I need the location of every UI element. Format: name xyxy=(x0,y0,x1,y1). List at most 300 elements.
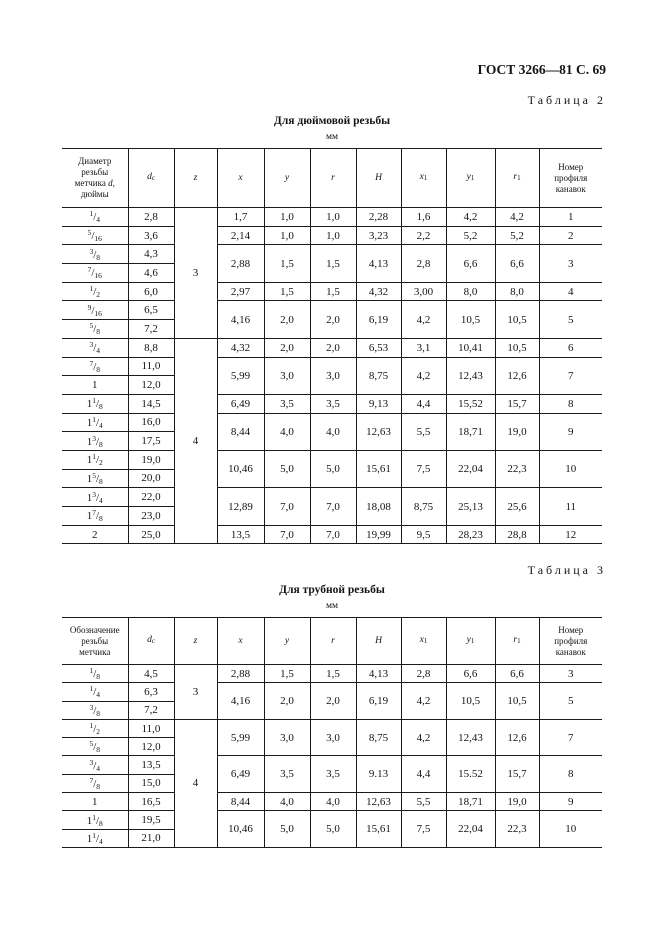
table-row xyxy=(62,413,602,432)
thread-size-cell xyxy=(62,683,128,701)
y1-cell: 6,6 xyxy=(446,245,495,282)
thread-size-denominator: 4 xyxy=(96,690,101,700)
header-thread-designation: Обозначение резьбы метчика xyxy=(62,618,128,665)
num-cell: 6 xyxy=(539,338,602,357)
y-cell: 7,0 xyxy=(264,525,310,544)
h-cell: 2,28 xyxy=(356,208,401,227)
header-r: r xyxy=(310,618,356,665)
dc-cell: 21,0 xyxy=(128,829,174,847)
x-cell: 8,44 xyxy=(217,793,264,811)
table-row xyxy=(62,719,602,737)
r1-cell: 22,3 xyxy=(495,450,539,487)
dc-cell: 4,6 xyxy=(128,264,174,283)
thread-size-cell xyxy=(62,738,128,756)
fraction-slash: / xyxy=(95,472,100,485)
x1-cell: 5,5 xyxy=(401,413,446,450)
thread-size-cell xyxy=(62,774,128,792)
y-cell: 1,5 xyxy=(264,665,310,683)
thread-size-cell xyxy=(62,701,128,719)
thread-size-cell xyxy=(62,719,128,737)
y1-cell: 5,2 xyxy=(446,226,495,245)
x1-cell: 7,5 xyxy=(401,450,446,487)
table-3-label: Таблица 3 xyxy=(527,563,606,577)
num-cell: 9 xyxy=(539,413,602,450)
r-cell: 1,5 xyxy=(310,282,356,301)
table-row xyxy=(62,245,602,264)
x-cell: 4,16 xyxy=(217,683,264,720)
thread-size-cell xyxy=(62,829,128,847)
fraction-slash: / xyxy=(95,398,100,411)
thread-size-numerator: 5 xyxy=(89,321,94,331)
thread-size-whole: 1 xyxy=(92,795,98,808)
r1-cell: 19,0 xyxy=(495,413,539,450)
table-row xyxy=(62,665,602,683)
page-header: ГОСТ 3266—81 С. 69 xyxy=(477,62,606,77)
fraction-slash: / xyxy=(95,454,100,467)
table-3 xyxy=(62,617,602,848)
num-cell: 5 xyxy=(539,683,602,720)
dc-cell: 14,5 xyxy=(128,394,174,413)
y1-cell: 12,43 xyxy=(446,719,495,756)
r1-cell: 10,5 xyxy=(495,301,539,338)
thread-size-cell xyxy=(62,469,128,488)
thread-size-denominator: 4 xyxy=(96,763,101,773)
header-y: y xyxy=(264,149,310,208)
thread-size-numerator: 9 xyxy=(87,302,92,312)
dc-cell: 12,0 xyxy=(128,738,174,756)
thread-size-cell xyxy=(62,525,128,544)
dc-cell: 8,8 xyxy=(128,338,174,357)
thread-size-denominator: 2 xyxy=(96,290,101,300)
thread-size-cell xyxy=(62,488,128,507)
r1-cell: 10,5 xyxy=(495,338,539,357)
header-y: y xyxy=(264,618,310,665)
thread-size-numerator: 1 xyxy=(89,721,94,731)
r-cell: 1,5 xyxy=(310,245,356,282)
thread-size-numerator: 7 xyxy=(89,358,94,368)
num-cell: 3 xyxy=(539,245,602,282)
thread-size-cell xyxy=(62,226,128,245)
r-cell: 1,5 xyxy=(310,665,356,683)
x1-cell: 5,5 xyxy=(401,793,446,811)
table-row xyxy=(62,208,602,227)
x-cell: 2,88 xyxy=(217,665,264,683)
table-row xyxy=(62,338,602,357)
y-cell: 3,0 xyxy=(264,357,310,394)
num-cell: 5 xyxy=(539,301,602,338)
h-cell: 4,13 xyxy=(356,245,401,282)
thread-size-numerator: 3 xyxy=(89,246,94,256)
x1-cell: 1,6 xyxy=(401,208,446,227)
fraction-slash: / xyxy=(91,267,95,280)
table-row xyxy=(62,282,602,301)
thread-size-cell xyxy=(62,507,128,526)
h-cell: 15,61 xyxy=(356,450,401,487)
r-cell: 5,0 xyxy=(310,450,356,487)
thread-size-whole: 1 xyxy=(86,814,93,827)
thread-size-denominator: 2 xyxy=(99,458,103,468)
fraction-slash: / xyxy=(95,832,100,845)
x1-cell: 4,2 xyxy=(401,357,446,394)
x1-cell: 8,75 xyxy=(401,488,446,525)
thread-size-numerator: 1 xyxy=(92,812,96,822)
y-cell: 2,0 xyxy=(264,301,310,338)
fraction-slash: / xyxy=(95,435,100,448)
h-cell: 18,08 xyxy=(356,488,401,525)
thread-size-whole: 1 xyxy=(86,454,93,467)
fraction-slash: / xyxy=(93,286,97,299)
r-cell: 3,5 xyxy=(310,756,356,793)
fraction-slash: / xyxy=(95,814,100,827)
x1-cell: 2,8 xyxy=(401,665,446,683)
fraction-slash: / xyxy=(93,686,97,699)
r-cell: 2,0 xyxy=(310,301,356,338)
r1-cell: 10,5 xyxy=(495,683,539,720)
thread-size-denominator: 8 xyxy=(96,364,101,374)
dc-cell: 6,3 xyxy=(128,683,174,701)
z-cell: 3 xyxy=(174,665,217,720)
thread-size-whole: 1 xyxy=(86,832,93,845)
x-cell: 2,88 xyxy=(217,245,264,282)
x1-cell: 7,5 xyxy=(401,811,446,848)
thread-size-denominator: 8 xyxy=(99,514,103,524)
dc-cell: 11,0 xyxy=(128,719,174,737)
thread-size-denominator: 8 xyxy=(96,745,101,755)
table-row xyxy=(62,450,602,469)
y-cell: 1,0 xyxy=(264,226,310,245)
x-cell: 2,97 xyxy=(217,282,264,301)
dc-cell: 16,0 xyxy=(128,413,174,432)
h-cell: 8,75 xyxy=(356,719,401,756)
thread-size-numerator: 1 xyxy=(89,666,94,676)
r1-cell: 28,8 xyxy=(495,525,539,544)
num-cell: 2 xyxy=(539,226,602,245)
dc-cell: 4,3 xyxy=(128,245,174,264)
header-profile-number: Номер профиля канавок xyxy=(539,618,602,665)
thread-size-whole: 2 xyxy=(92,528,98,541)
table-row xyxy=(62,357,602,376)
fraction-slash: / xyxy=(93,668,97,681)
y1-cell: 6,6 xyxy=(446,665,495,683)
r-cell: 4,0 xyxy=(310,413,356,450)
thread-size-numerator: 7 xyxy=(89,775,94,785)
y1-cell: 28,23 xyxy=(446,525,495,544)
h-cell: 8,75 xyxy=(356,357,401,394)
thread-size-denominator: 8 xyxy=(99,818,103,828)
x-cell: 8,44 xyxy=(217,413,264,450)
r-cell: 4,0 xyxy=(310,793,356,811)
header-y1: y1 xyxy=(446,618,495,665)
table-row xyxy=(62,488,602,507)
table-row xyxy=(62,226,602,245)
x1-cell: 3,1 xyxy=(401,338,446,357)
dc-cell: 7,2 xyxy=(128,320,174,339)
x-cell: 6,49 xyxy=(217,756,264,793)
dc-cell: 13,5 xyxy=(128,756,174,774)
header-r1: r1 xyxy=(495,618,539,665)
num-cell: 7 xyxy=(539,719,602,756)
table-row xyxy=(62,811,602,829)
thread-size-cell xyxy=(62,320,128,339)
dc-cell: 25,0 xyxy=(128,525,174,544)
thread-size-whole: 1 xyxy=(86,398,93,411)
thread-size-cell xyxy=(62,376,128,395)
y-cell: 1,0 xyxy=(264,208,310,227)
fraction-slash: / xyxy=(93,777,97,790)
thread-size-denominator: 4 xyxy=(99,420,103,430)
x1-cell: 4,2 xyxy=(401,719,446,756)
thread-size-cell xyxy=(62,793,128,811)
dc-cell: 6,0 xyxy=(128,282,174,301)
y1-cell: 22,04 xyxy=(446,811,495,848)
dc-cell: 17,5 xyxy=(128,432,174,451)
table-2 xyxy=(62,148,602,544)
thread-size-whole: 1 xyxy=(86,491,93,504)
y-cell: 5,0 xyxy=(264,450,310,487)
h-cell: 3,23 xyxy=(356,226,401,245)
thread-size-numerator: 1 xyxy=(92,396,96,406)
thread-size-denominator: 8 xyxy=(96,672,101,682)
num-cell: 10 xyxy=(539,811,602,848)
h-cell: 12,63 xyxy=(356,413,401,450)
header-x: x xyxy=(217,618,264,665)
header-thread-diameter: Диаметр резьбы метчика d, дюймы xyxy=(62,149,128,208)
y1-cell: 15,52 xyxy=(446,394,495,413)
fraction-slash: / xyxy=(93,704,97,717)
h-cell: 19,99 xyxy=(356,525,401,544)
x1-cell: 4,2 xyxy=(401,301,446,338)
r1-cell: 12,6 xyxy=(495,357,539,394)
x-cell: 13,5 xyxy=(217,525,264,544)
table-3-title: Для трубной резьбы xyxy=(279,584,385,596)
r-cell: 3,5 xyxy=(310,394,356,413)
thread-size-denominator: 8 xyxy=(99,402,103,412)
x1-cell: 2,2 xyxy=(401,226,446,245)
x1-cell: 4,2 xyxy=(401,683,446,720)
r-cell: 3,0 xyxy=(310,719,356,756)
thread-size-denominator: 8 xyxy=(96,327,101,337)
thread-size-numerator: 7 xyxy=(87,265,92,275)
thread-size-numerator: 5 xyxy=(87,228,92,238)
y1-cell: 22,04 xyxy=(446,450,495,487)
header-y1: y1 xyxy=(446,149,495,208)
thread-size-cell xyxy=(62,756,128,774)
thread-size-denominator: 2 xyxy=(96,727,101,737)
r-cell: 1,0 xyxy=(310,226,356,245)
h-cell: 6,19 xyxy=(356,301,401,338)
h-cell: 4,13 xyxy=(356,665,401,683)
thread-size-numerator: 5 xyxy=(89,739,94,749)
thread-size-cell xyxy=(62,811,128,829)
y-cell: 1,5 xyxy=(264,245,310,282)
thread-size-numerator: 1 xyxy=(92,830,96,840)
fraction-slash: / xyxy=(93,723,97,736)
r-cell: 7,0 xyxy=(310,488,356,525)
num-cell: 8 xyxy=(539,394,602,413)
dc-cell: 19,5 xyxy=(128,811,174,829)
x1-cell: 4,4 xyxy=(401,394,446,413)
z-cell: 3 xyxy=(174,208,217,339)
table-row xyxy=(62,301,602,320)
thread-size-numerator: 5 xyxy=(92,470,96,480)
r1-cell: 6,6 xyxy=(495,665,539,683)
thread-size-whole: 1 xyxy=(86,416,93,429)
h-cell: 15,61 xyxy=(356,811,401,848)
dc-cell: 12,0 xyxy=(128,376,174,395)
x-cell: 5,99 xyxy=(217,357,264,394)
x-cell: 6,49 xyxy=(217,394,264,413)
z-cell: 4 xyxy=(174,338,217,544)
dc-cell: 15,0 xyxy=(128,774,174,792)
r1-cell: 15,7 xyxy=(495,756,539,793)
header-z: z xyxy=(174,149,217,208)
y1-cell: 10,41 xyxy=(446,338,495,357)
r-cell: 7,0 xyxy=(310,525,356,544)
h-cell: 12,63 xyxy=(356,793,401,811)
table-row xyxy=(62,683,602,701)
fraction-slash: / xyxy=(93,248,97,261)
y-cell: 2,0 xyxy=(264,683,310,720)
z-cell: 4 xyxy=(174,719,217,847)
y-cell: 4,0 xyxy=(264,413,310,450)
r1-cell: 4,2 xyxy=(495,208,539,227)
x-cell: 2,14 xyxy=(217,226,264,245)
dc-cell: 7,2 xyxy=(128,701,174,719)
r1-cell: 5,2 xyxy=(495,226,539,245)
num-cell: 7 xyxy=(539,357,602,394)
thread-size-numerator: 3 xyxy=(89,702,94,712)
r1-cell: 22,3 xyxy=(495,811,539,848)
y-cell: 4,0 xyxy=(264,793,310,811)
r-cell: 5,0 xyxy=(310,811,356,848)
table-row xyxy=(62,394,602,413)
h-cell: 6,19 xyxy=(356,683,401,720)
h-cell: 9.13 xyxy=(356,756,401,793)
x-cell: 1,7 xyxy=(217,208,264,227)
header-x1: x1 xyxy=(401,149,446,208)
x-cell: 10,46 xyxy=(217,450,264,487)
thread-size-whole: 1 xyxy=(86,472,93,485)
r1-cell: 19,0 xyxy=(495,793,539,811)
num-cell: 12 xyxy=(539,525,602,544)
thread-size-cell xyxy=(62,394,128,413)
thread-size-numerator: 3 xyxy=(89,757,94,767)
dc-cell: 22,0 xyxy=(128,488,174,507)
num-cell: 9 xyxy=(539,793,602,811)
thread-size-numerator: 1 xyxy=(92,452,96,462)
y1-cell: 10,5 xyxy=(446,683,495,720)
header-dc: dc xyxy=(128,149,174,208)
header-H: H xyxy=(356,149,401,208)
thread-size-denominator: 8 xyxy=(96,781,101,791)
y-cell: 3,5 xyxy=(264,394,310,413)
fraction-slash: / xyxy=(91,230,95,243)
fraction-slash: / xyxy=(93,759,97,772)
header-r1: r1 xyxy=(495,149,539,208)
table-row xyxy=(62,793,602,811)
header-profile-number: Номер профиля канавок xyxy=(539,149,602,208)
h-cell: 4,32 xyxy=(356,282,401,301)
header-H: H xyxy=(356,618,401,665)
x1-cell: 3,00 xyxy=(401,282,446,301)
fraction-slash: / xyxy=(95,416,100,429)
thread-size-whole: 1 xyxy=(86,510,93,523)
r1-cell: 15,7 xyxy=(495,394,539,413)
thread-size-denominator: 8 xyxy=(99,439,103,449)
fraction-slash: / xyxy=(93,342,97,355)
x-cell: 10,46 xyxy=(217,811,264,848)
fraction-slash: / xyxy=(93,211,97,224)
r1-cell: 12,6 xyxy=(495,719,539,756)
thread-size-cell xyxy=(62,338,128,357)
thread-size-denominator: 16 xyxy=(94,308,102,318)
x1-cell: 2,8 xyxy=(401,245,446,282)
r-cell: 1,0 xyxy=(310,208,356,227)
x1-cell: 9,5 xyxy=(401,525,446,544)
num-cell: 8 xyxy=(539,756,602,793)
header-x1: x1 xyxy=(401,618,446,665)
dc-cell: 23,0 xyxy=(128,507,174,526)
dc-cell: 19,0 xyxy=(128,450,174,469)
dc-cell: 6,5 xyxy=(128,301,174,320)
thread-size-cell xyxy=(62,413,128,432)
y1-cell: 15.52 xyxy=(446,756,495,793)
y1-cell: 18,71 xyxy=(446,413,495,450)
y1-cell: 4,2 xyxy=(446,208,495,227)
y-cell: 2,0 xyxy=(264,338,310,357)
y-cell: 1,5 xyxy=(264,282,310,301)
num-cell: 3 xyxy=(539,665,602,683)
y1-cell: 25,13 xyxy=(446,488,495,525)
thread-size-denominator: 8 xyxy=(99,476,103,486)
thread-size-numerator: 1 xyxy=(89,209,94,219)
dc-cell: 16,5 xyxy=(128,793,174,811)
dc-cell: 2,8 xyxy=(128,208,174,227)
r1-cell: 8,0 xyxy=(495,282,539,301)
table-row xyxy=(62,525,602,544)
header-r: r xyxy=(310,149,356,208)
y1-cell: 10,5 xyxy=(446,301,495,338)
thread-size-cell xyxy=(62,665,128,683)
x-cell: 4,16 xyxy=(217,301,264,338)
header-z: z xyxy=(174,618,217,665)
thread-size-numerator: 1 xyxy=(89,684,94,694)
y-cell: 3,0 xyxy=(264,719,310,756)
thread-size-numerator: 3 xyxy=(89,340,94,350)
x-cell: 4,32 xyxy=(217,338,264,357)
thread-size-cell xyxy=(62,264,128,283)
thread-size-numerator: 7 xyxy=(92,508,96,518)
r-cell: 2,0 xyxy=(310,683,356,720)
header-dc: dc xyxy=(128,618,174,665)
table-2-units: мм xyxy=(325,132,339,142)
x-cell: 12,89 xyxy=(217,488,264,525)
header-x: x xyxy=(217,149,264,208)
table-2-label: Таблица 2 xyxy=(527,93,606,107)
thread-size-cell xyxy=(62,301,128,320)
r-cell: 2,0 xyxy=(310,338,356,357)
table-3-units: мм xyxy=(325,601,339,611)
fraction-slash: / xyxy=(93,323,97,336)
thread-size-cell xyxy=(62,357,128,376)
thread-size-cell xyxy=(62,245,128,264)
y1-cell: 8,0 xyxy=(446,282,495,301)
y-cell: 7,0 xyxy=(264,488,310,525)
dc-cell: 4,5 xyxy=(128,665,174,683)
fraction-slash: / xyxy=(93,741,97,754)
num-cell: 10 xyxy=(539,450,602,487)
y1-cell: 18,71 xyxy=(446,793,495,811)
